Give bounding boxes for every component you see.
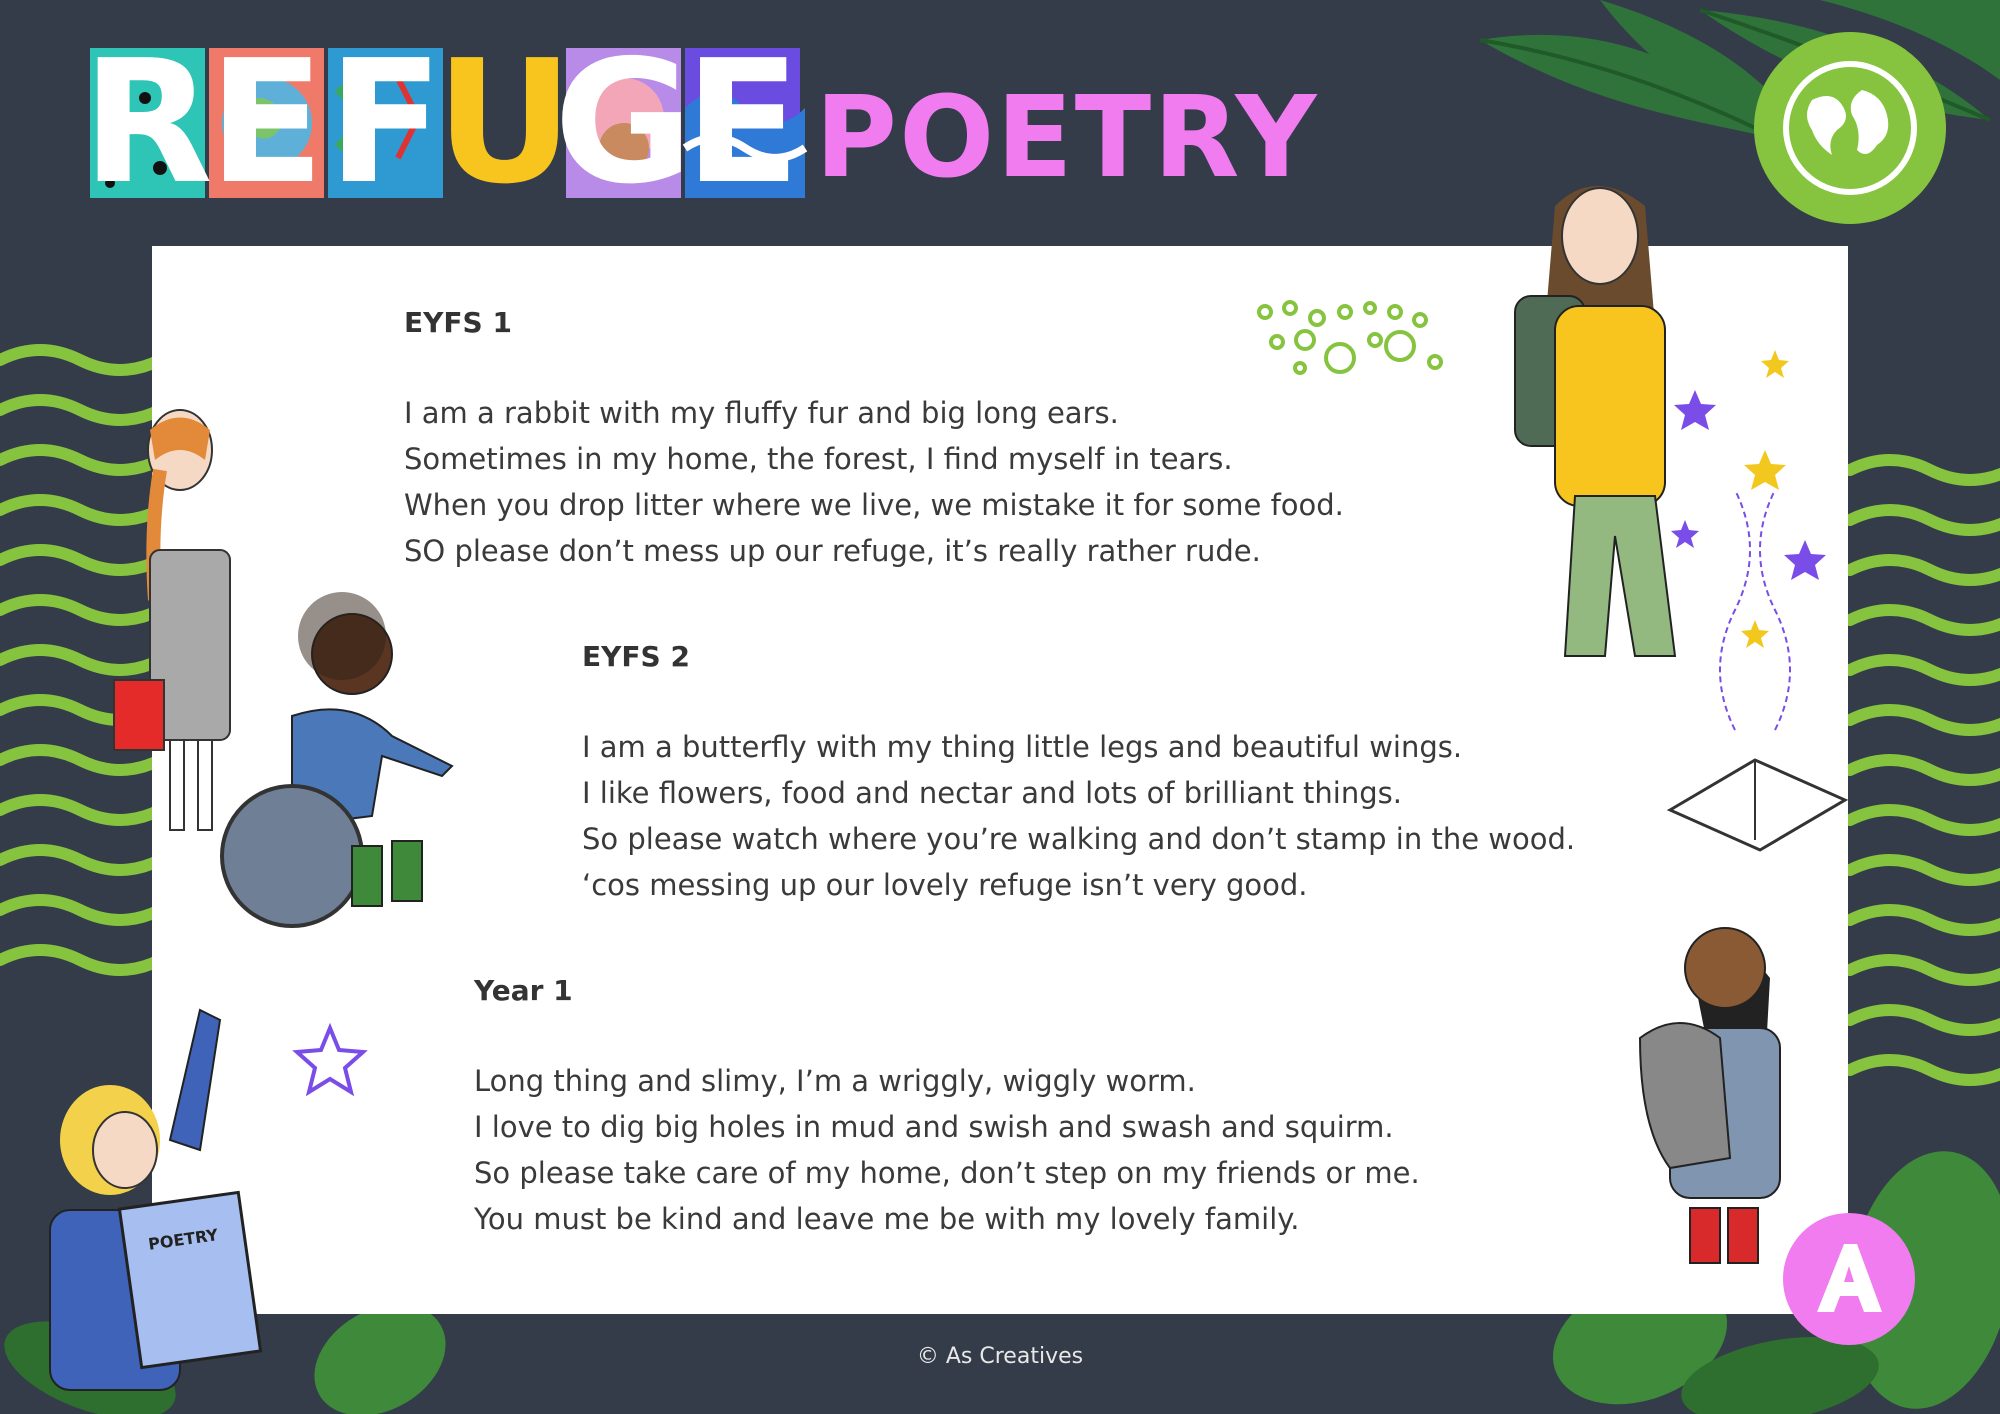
brand-a-logo-icon — [1782, 1212, 1916, 1346]
poetry-subtitle: POETRY — [815, 73, 1319, 203]
title-letter-e2: E — [685, 48, 800, 198]
boy-in-wheelchair-illustration — [222, 606, 482, 946]
poem-line: You must be kind and leave me be with my lovely family. — [474, 1202, 1300, 1236]
poem-eyfs2 — [582, 724, 1575, 908]
title-letter-g: G — [553, 24, 694, 222]
poem-line: I am a rabbit with my fluffy fur and big long ears. — [404, 396, 1119, 430]
poem-line: Long thing and slimy, I’m a wriggly, wiggly worm. — [474, 1064, 1196, 1098]
title-letter-e1: E — [208, 24, 325, 222]
title-letter-r: R — [82, 24, 213, 222]
poem-line: I am a butterfly with my thing little legs and beautiful wings. — [582, 730, 1463, 764]
magic-book-illustration — [1665, 350, 1855, 830]
poem-year1 — [474, 1058, 1420, 1242]
poem-line: Sometimes in my home, the forest, I find myself in tears. — [404, 442, 1233, 476]
poem-line: So please watch where you’re walking and don’t stamp in the wood. — [582, 822, 1576, 856]
poem-line: When you drop litter where we live, we mistake it for some food. — [404, 488, 1344, 522]
poem-line: I love to dig big holes in mud and swish and swash and squirm. — [474, 1110, 1394, 1144]
poem-eyfs1 — [404, 390, 1344, 574]
refuge-title — [82, 24, 801, 222]
poem-line: So please take care of my home, don’t step on my friends or me. — [474, 1156, 1420, 1190]
book-cover-text: POETRY — [147, 1225, 220, 1254]
poem-line: SO please don’t mess up our refuge, it’s really rather rude. — [404, 534, 1261, 568]
girl-with-cat-illustration — [1610, 918, 1800, 1278]
poem-heading-eyfs1: EYFS 1 — [404, 306, 512, 339]
star-doodle-icon — [290, 1020, 370, 1100]
globe-icon — [1752, 30, 1948, 226]
title-letter-f: F — [327, 24, 444, 222]
bubbles-doodle — [1255, 300, 1485, 380]
poem-line: ‘cos messing up our lovely refuge isn’t very good. — [582, 868, 1308, 902]
title-letter-u: U — [435, 24, 574, 222]
poem-line: I like flowers, food and nectar and lots of brilliant things. — [582, 776, 1402, 810]
poem-heading-eyfs2: EYFS 2 — [582, 640, 690, 673]
poem-heading-year1: Year 1 — [474, 974, 573, 1007]
copyright-footer: © As Creatives — [916, 1344, 1084, 1369]
